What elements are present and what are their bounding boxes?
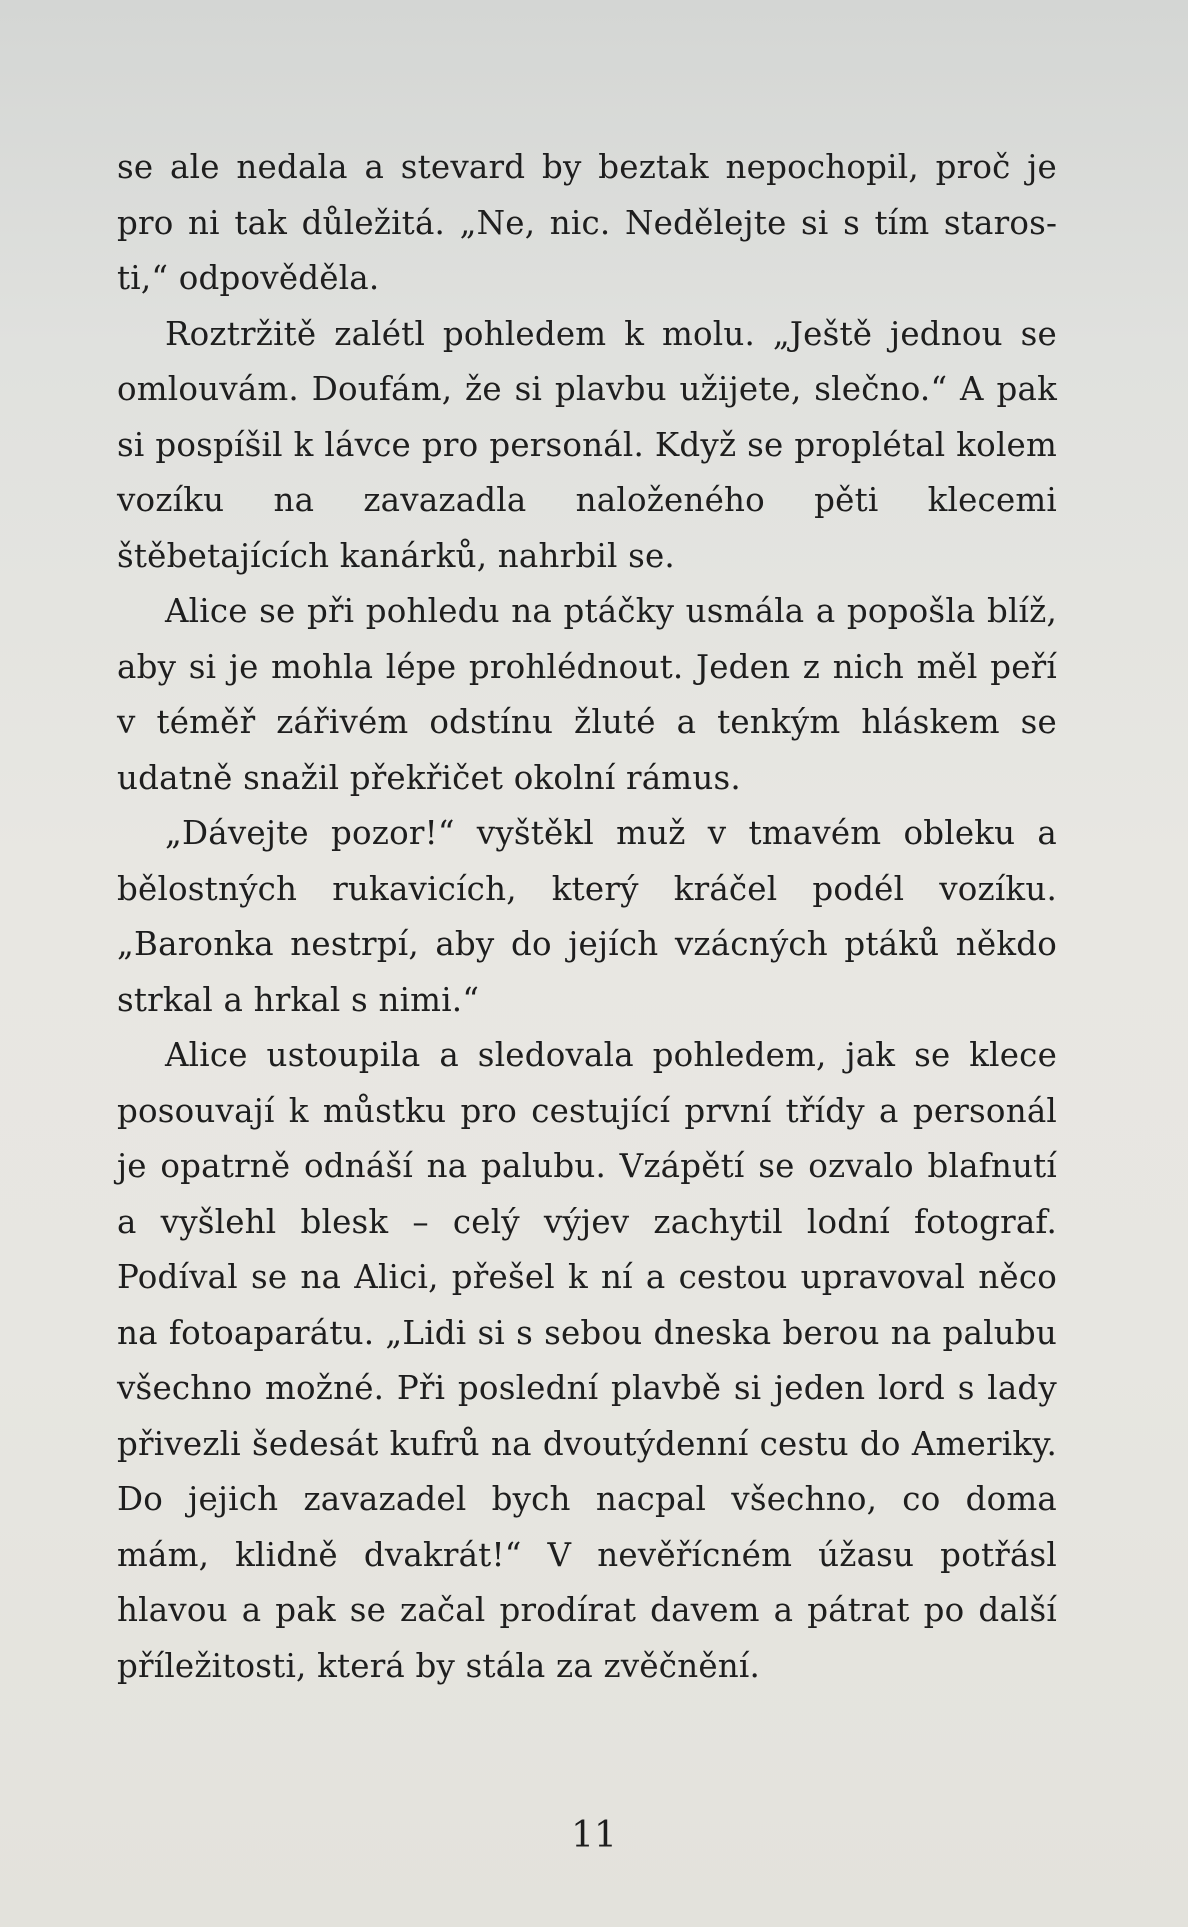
paragraph-5: Alice ustoupila a sledovala pohledem, jak se klece posouvají k můstku pro cestující první třídy a personál je opatrně odnáší na palubu. Vzápětí se ozvalo blafnutí a vyšlehl blesk – celý výjev zachytil lodní fotograf. Podíval se na Alici, přešel k ní a cestou upravoval něco na fotoaparátu. „Lidi si s sebou dneska berou na palubu všechno možné. Při poslední plavbě si jeden lord s lady přivezli šedesát kufrů na dvoutýdenní cestu do Ameriky. Do jejich zavazadel bych nacpal všechno, co doma mám, klidně dvakrát!“ V nevěřícném úžasu potřásl hlavou a pak se začal prodírat davem a pátrat po další příležitosti, která by stála za zvěčnění.: [117, 1036, 1057, 1685]
paragraph-4: „Dávejte pozor!“ vyštěkl muž v tmavém obleku a bělostných rukavicích, který kráčel podél vozíku. „Baronka nestrpí, aby do jejích vzácných ptáků někdo strkal a hrkal s nimi.“: [117, 814, 1057, 1019]
paragraph-1: se ale nedala a stevard by beztak nepochopil, proč je pro ni tak důležitá. „Ne, nic. Nedělejte si s tím starosti,“ odpověděla.: [117, 148, 1057, 297]
body-text: [117, 140, 1057, 1694]
page-number: 11: [571, 1815, 617, 1856]
paragraph-2: Roztržitě zalétl pohledem k molu. „Ještě jednou se omlouvám. Doufám, že si plavbu užijete, slečno.“ A pak si pospíšil k lávce pro personál. Když se proplétal kolem vozíku na zavazadla naloženého pěti klecemi štěbetajících kanárků, nahrbil se.: [117, 314, 1057, 575]
paragraph-3: Alice se při pohledu na ptáčky usmála a popošla blíž, aby si je mohla lépe prohlédnout. Jeden z nich měl peří v téměř zářivém odstínu žluté a tenkým hláskem se udatně snažil překřičet okolní rámus.: [117, 592, 1057, 797]
